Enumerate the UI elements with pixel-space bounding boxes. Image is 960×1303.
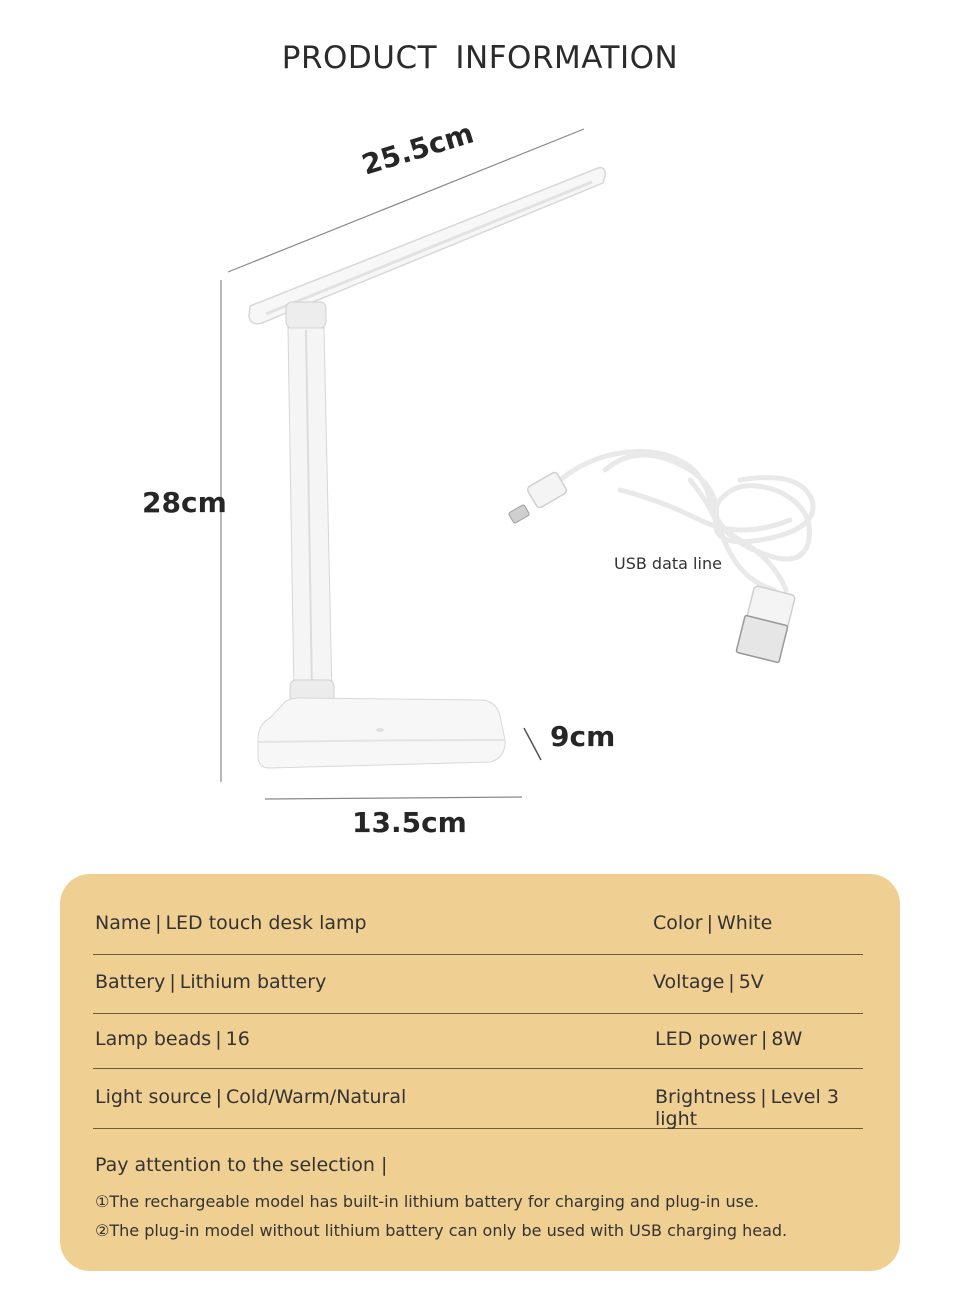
separator: | [155,912,162,934]
usb-cable-label: USB data line [614,554,722,573]
spec-value: 16 [225,1028,250,1050]
spec-right [653,971,764,993]
spec-label: Battery [95,971,166,993]
page-title: PRODUCT INFORMATION [281,40,679,76]
spec-label: Voltage [653,971,725,993]
depth-dimension-line [524,728,541,760]
separator: | [761,1028,768,1050]
spec-left [95,1086,406,1108]
base-dimension-line [265,797,522,799]
spec-panel [60,874,900,1271]
spec-label: LED power [655,1028,757,1050]
spec-label: Brightness [655,1086,757,1108]
note-title: Pay attention to the selection | [95,1154,388,1176]
lamp-image [249,168,605,768]
separator: | [760,1086,767,1108]
note-line: ②The plug-in model without lithium battery can only be used with USB charging head. [95,1221,788,1240]
base-dimension-label: 13.5cm [352,806,467,839]
spec-value: White [717,912,773,934]
spec-left [95,1028,250,1050]
height-dimension-label: 28cm [142,486,227,519]
separator: | [728,971,735,993]
spec-label: Name [95,912,152,934]
spec-row [93,1070,863,1129]
spec-left [95,971,326,993]
separator: | [169,971,176,993]
spec-right [655,1028,802,1050]
separator: | [215,1086,222,1108]
spec-value: LED touch desk lamp [165,912,367,934]
spec-row [93,955,863,1014]
spec-label: Color [653,912,703,934]
spec-label: Light source [95,1086,212,1108]
width-dimension-label: 25.5cm [358,116,478,182]
spec-label: Lamp beads [95,1028,212,1050]
depth-dimension-label: 9cm [550,720,616,753]
note-line: ①The rechargeable model has built-in lithium battery for charging and plug-in use. [95,1192,759,1211]
separator: | [215,1028,222,1050]
spec-right [653,912,772,934]
spec-row [93,896,863,955]
spec-value: 5V [738,971,764,993]
spec-left [95,912,367,934]
spec-right [655,1086,863,1130]
spec-row [93,1012,863,1069]
separator: | [706,912,714,934]
spec-value: Cold/Warm/Natural [225,1086,407,1108]
spec-value: Lithium battery [179,971,327,993]
spec-value: 8W [771,1028,803,1050]
spec-value: Level 3 light [655,1086,839,1130]
